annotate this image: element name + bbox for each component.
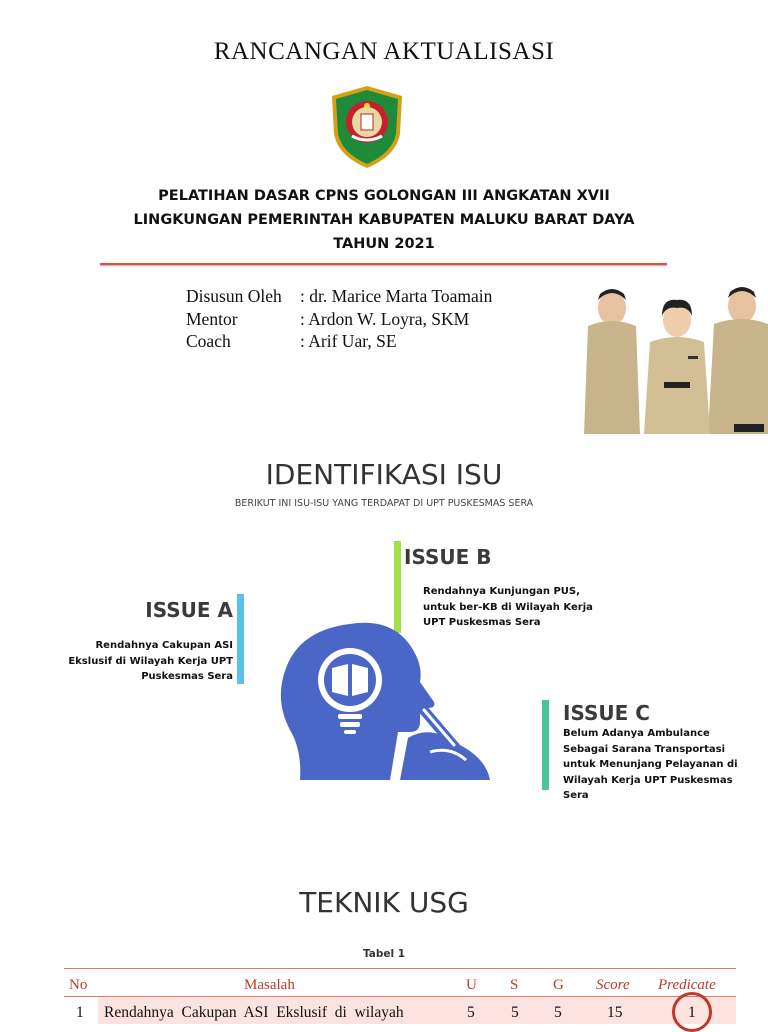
table-header-g: G: [553, 977, 564, 993]
usg-title: TEKNIK USG: [299, 886, 469, 919]
info-label-mentor: Mentor: [186, 309, 238, 329]
issue-c-text: Belum Adanya Ambulance Sebagai Sarana Transportasi untuk Menunjang Pelayanan di Wilayah Kerja UPT Puskesmas Sera: [563, 728, 738, 801]
table-header-s: S: [510, 977, 519, 993]
table-cell-u: 5: [467, 1004, 475, 1021]
regency-emblem-icon: [330, 84, 404, 170]
table-cell-g: 5: [554, 1004, 562, 1021]
info-value-mentor: : Ardon W. Loyra, SKM: [300, 309, 470, 329]
thinking-head-lightbulb-icon: [280, 620, 495, 780]
issue-a-text: Rendahnya Cakupan ASI Ekslusif di Wilayah Kerja UPT Puskesmas Sera: [68, 640, 233, 682]
table-cell-masalah: Rendahnya Cakupan ASI Ekslusif di wilayah: [104, 1004, 404, 1021]
identifikasi-subtitle: BERIKUT INI ISU-ISU YANG TERDAPAT DI UPT PUSKESMAS SERA: [234, 498, 534, 509]
table-header-no: No: [69, 977, 88, 993]
issue-b-heading: ISSUE B: [404, 545, 492, 569]
table-header-score: Score: [596, 977, 630, 993]
table-cell-s: 5: [511, 1004, 519, 1021]
issue-a-heading: ISSUE A: [145, 598, 233, 622]
table-top-rule: [64, 968, 736, 969]
table-cell-no: 1: [76, 1004, 84, 1021]
table-header-masalah: Masalah: [244, 977, 295, 993]
table-caption: Tabel 1: [362, 948, 406, 960]
document-title: RANCANGAN AKTUALISASI: [213, 38, 555, 65]
info-value-coach: : Arif Uar, SE: [300, 331, 397, 351]
info-label-author: Disusun Oleh: [186, 286, 282, 306]
table-cell-score: 15: [607, 1004, 623, 1021]
info-label-coach: Coach: [186, 331, 231, 351]
table-header-predicate: Predicate: [658, 977, 716, 993]
subtitle-line-1: PELATIHAN DASAR CPNS GOLONGAN III ANGKATAN XVII: [158, 188, 610, 204]
civil-servants-illustration: [584, 286, 768, 434]
identifikasi-title: IDENTIFIKASI ISU: [265, 458, 503, 491]
header-divider: [100, 263, 667, 265]
table-header-u: U: [466, 977, 477, 993]
subtitle-line-2: LINGKUNGAN PEMERINTAH KABUPATEN MALUKU BARAT DAYA: [133, 212, 635, 228]
issue-a-bar: [237, 594, 244, 684]
table-cell-predicate: 1: [688, 1004, 696, 1021]
info-value-author: : dr. Marice Marta Toamain: [300, 286, 493, 306]
subtitle-line-3: TAHUN 2021: [333, 236, 435, 252]
issue-c-heading: ISSUE C: [563, 701, 650, 725]
issue-b-text: Rendahnya Kunjungan PUS, untuk ber-KB di Wilayah Kerja UPT Puskesmas Sera: [423, 586, 593, 628]
issue-c-bar: [542, 700, 549, 790]
